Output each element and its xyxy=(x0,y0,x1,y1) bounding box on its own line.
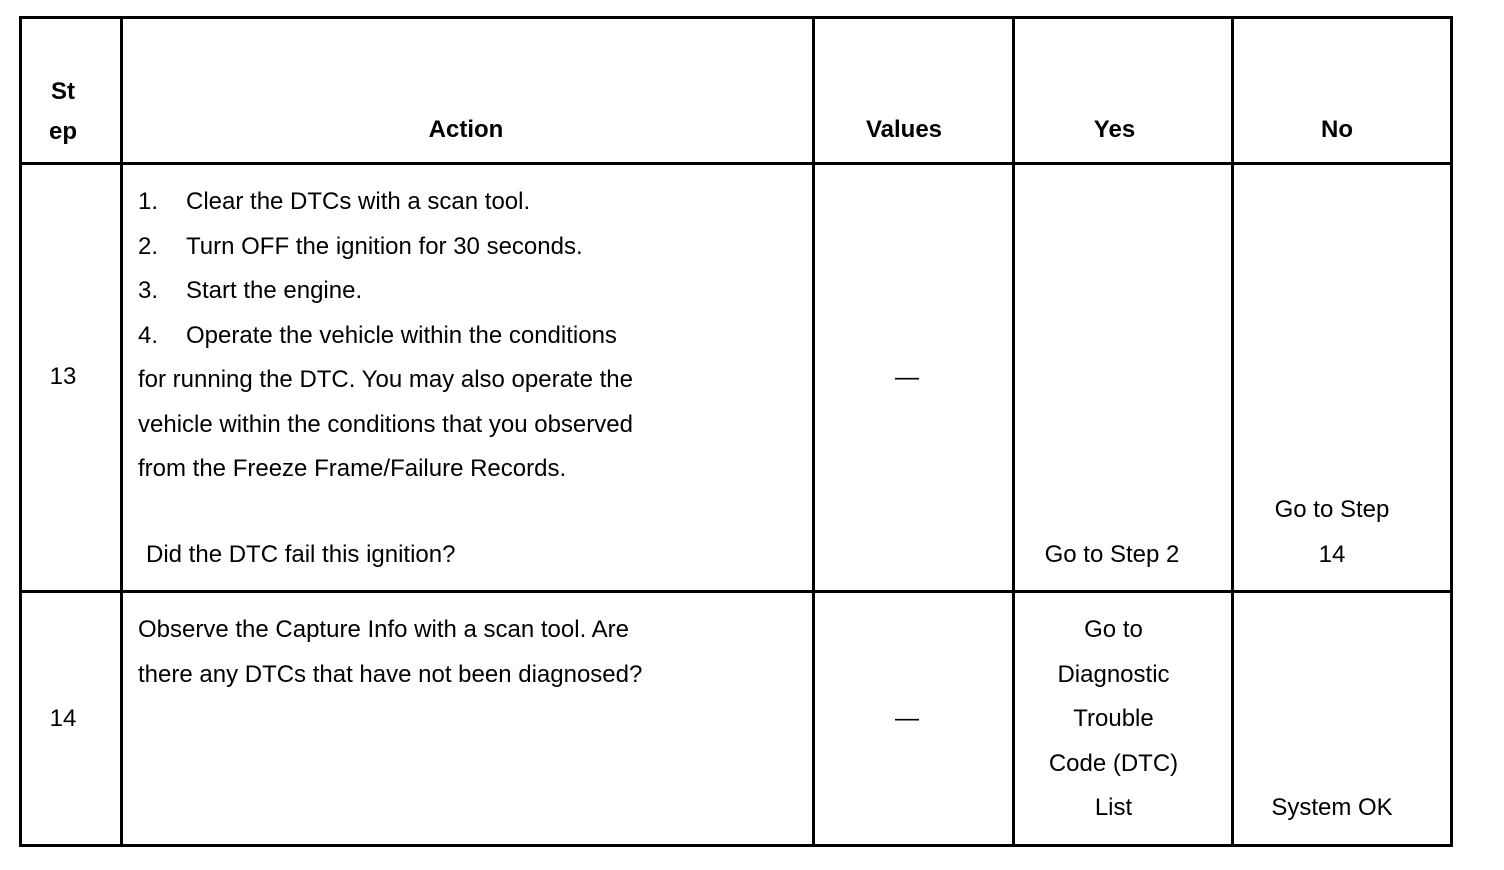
table-border-top xyxy=(19,16,1453,19)
action-text-14 xyxy=(138,608,642,697)
values-13: — xyxy=(895,364,919,391)
action-continuation-line: for running the DTC. You may also operate the xyxy=(138,366,633,393)
values-14: — xyxy=(895,705,919,732)
yes-14-line5: List xyxy=(1094,794,1133,821)
yes-14-line2: Diagnostic xyxy=(1057,660,1170,688)
table-border-right xyxy=(1450,16,1453,847)
step-number-13: 13 xyxy=(49,363,77,390)
action-item-3 xyxy=(138,269,633,314)
header-step-line1: St xyxy=(51,78,75,105)
yes-14-line1: Go to xyxy=(1084,616,1143,643)
header-step-line2: ep xyxy=(48,118,77,145)
action-item-number: 4. xyxy=(138,321,159,349)
step-number-14: 14 xyxy=(49,705,77,732)
action-item-4 xyxy=(138,314,633,359)
action-item-1 xyxy=(138,180,633,225)
header-values: Values xyxy=(865,116,943,143)
table-border-bottom xyxy=(19,844,1453,847)
action-item-text: Clear the DTCs with a scan tool. xyxy=(186,188,531,215)
header-divider xyxy=(19,162,1453,165)
no-13-line2: 14 xyxy=(1318,540,1346,568)
action-question-13: Did the DTC fail this ignition? xyxy=(146,541,456,568)
action-item-text: Start the engine. xyxy=(186,277,363,304)
yes-13: Go to Step 2 xyxy=(1044,541,1180,568)
row-divider xyxy=(19,590,1453,593)
diagnostic-table xyxy=(19,16,1453,846)
no-13-line1: Go to Step xyxy=(1274,496,1390,523)
action-item-text: Operate the vehicle within the conditions xyxy=(186,321,617,349)
action-line: Observe the Capture Info with a scan tool. Are xyxy=(138,616,629,643)
action-item-number: 3. xyxy=(138,277,159,304)
action-continuation-line: from the Freeze Frame/Failure Records. xyxy=(138,455,567,482)
action-item-2 xyxy=(138,225,633,270)
header-action: Action xyxy=(428,116,504,143)
yes-14-line3: Trouble xyxy=(1073,705,1154,732)
action-line: there any DTCs that have not been diagnosed? xyxy=(138,660,643,688)
yes-14 xyxy=(1012,608,1215,831)
action-item-number: 2. xyxy=(138,232,159,260)
header-no: No xyxy=(1321,116,1353,143)
no-14: System OK xyxy=(1271,794,1393,821)
header-yes: Yes xyxy=(1093,116,1136,143)
action-list-13 xyxy=(138,180,633,492)
action-continuation-line: vehicle within the conditions that you observed xyxy=(138,410,633,438)
yes-14-line4: Code (DTC) xyxy=(1048,749,1179,777)
action-item-number: 1. xyxy=(138,188,159,215)
header-step xyxy=(19,72,107,152)
no-13 xyxy=(1231,488,1433,577)
action-item-text: Turn OFF the ignition for 30 seconds. xyxy=(186,232,583,260)
